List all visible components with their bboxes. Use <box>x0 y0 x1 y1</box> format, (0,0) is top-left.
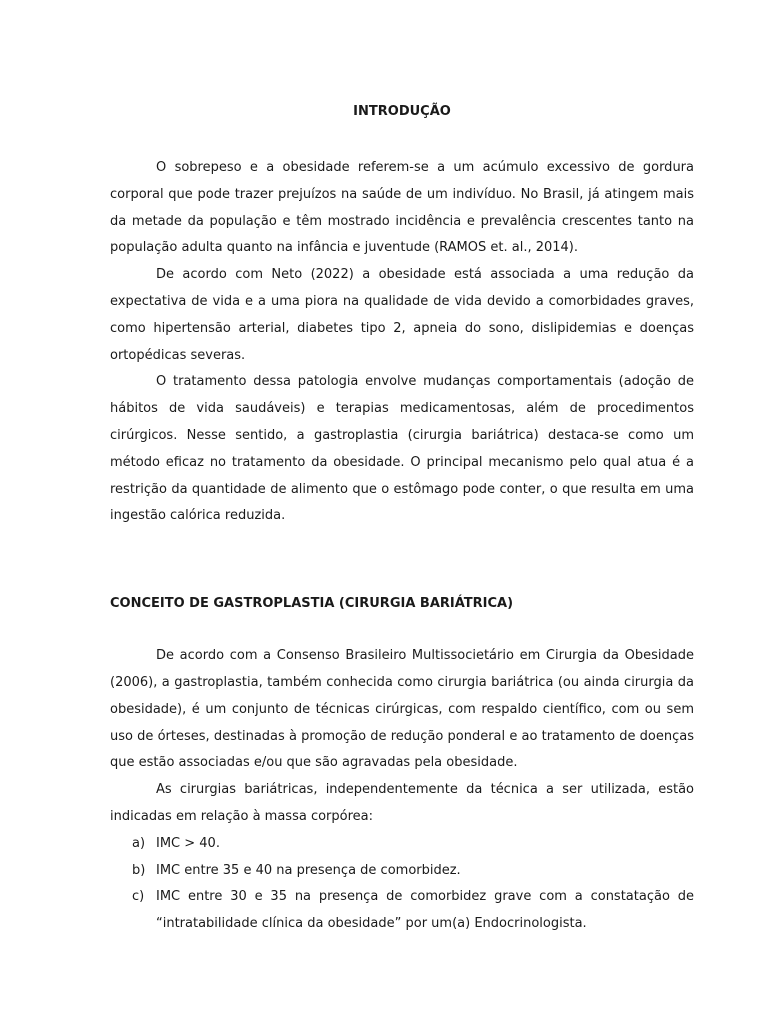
list-marker: c) <box>132 889 145 905</box>
intro-paragraph-2: De acordo com Neto (2022) a obesidade está associada a uma redução da expectativa de vida e a uma piora na qualidade de vida devido a comorbidades graves, como hipertensão arterial, diabetes tipo 2, apneia do sono, dislipidemias e doenças ortopédicas severas. <box>110 267 694 363</box>
list-item-text: IMC entre 30 e 35 na presença de comorbidez grave com a constatação de “intratabilidade clínica da obesidade” por um(a) Endocrinologista. <box>156 889 694 932</box>
concept-paragraph-2: As cirurgias bariátricas, independentemente da técnica a ser utilizada, estão indicadas em relação à massa corpórea: <box>110 782 694 824</box>
list-marker: b) <box>132 862 146 878</box>
intro-body <box>110 155 694 530</box>
list-item-text: IMC > 40. <box>156 835 220 851</box>
document-page <box>110 100 694 938</box>
list-item-text: IMC entre 35 e 40 na presença de comorbidez. <box>156 862 461 878</box>
list-item <box>110 831 694 858</box>
list-item <box>110 884 694 938</box>
list-item <box>110 858 694 885</box>
bmi-criteria-list <box>110 831 694 938</box>
concept-heading: CONCEITO DE GASTROPLASTIA (CIRURGIA BARIÁTRICA) <box>110 596 514 612</box>
intro-heading: INTRODUÇÃO <box>353 104 451 119</box>
list-marker: a) <box>132 835 146 851</box>
intro-paragraph-1: O sobrepeso e a obesidade referem-se a um acúmulo excessivo de gordura corporal que pode trazer prejuízos na saúde de um indivíduo. No Brasil, já atingem mais da metade da população e têm mostrado incidência e prevalência crescentes tanto na população adulta quanto na infância e juventude (RAMOS et. al., 2014). <box>110 160 694 256</box>
concept-paragraph-1: De acordo com a Consenso Brasileiro Multissocietário em Cirurgia da Obesidade (2006), a gastroplastia, também conhecida como cirurgia bariátrica (ou ainda cirurgia da obesidade), é um conjunto de técnicas cirúrgicas, com respaldo científico, com ou sem uso de órteses, destinadas à promoção de redução ponderal e ao tratamento de doenças que estão associadas e/ou que são agravadas pela obesidade. <box>110 648 694 771</box>
intro-paragraph-3: O tratamento dessa patologia envolve mudanças comportamentais (adoção de hábitos de vida saudáveis) e terapias medicamentosas, além de procedimentos cirúrgicos. Nesse sentido, a gastroplastia (cirurgia bariátrica) destaca-se como um método eficaz no tratamento da obesidade. O principal mecanismo pelo qual atua é a restrição da quantidade de alimento que o estômago pode conter, o que resulta em uma ingestão calórica reduzida. <box>110 374 694 524</box>
concept-body <box>110 643 694 938</box>
